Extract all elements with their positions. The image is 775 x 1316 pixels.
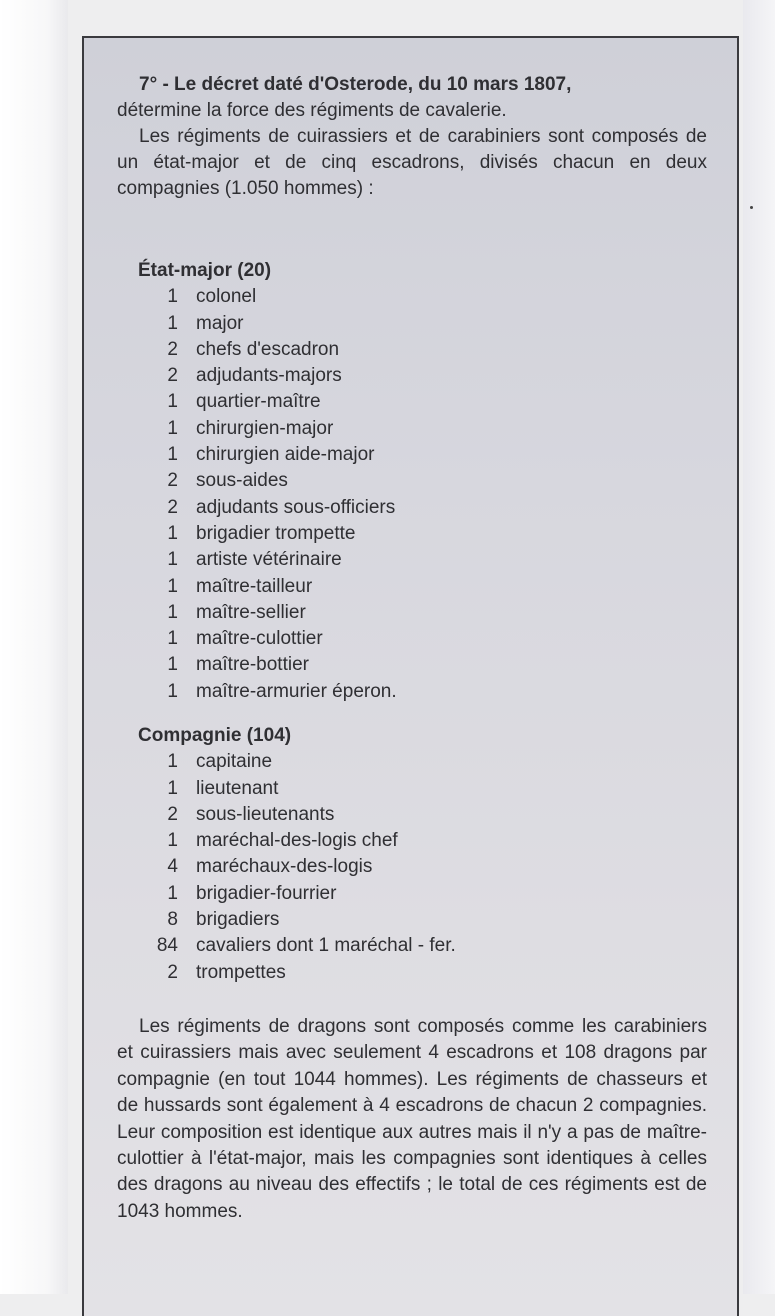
item-label: colonel <box>196 286 257 308</box>
etat-major-heading: État-major (20) <box>138 260 272 281</box>
item-label: adjudants-majors <box>196 365 342 387</box>
item-count: 1 <box>167 391 178 413</box>
item-label: chefs d'escadron <box>196 338 340 360</box>
item-count: 1 <box>167 575 178 597</box>
item-count: 4 <box>167 856 178 878</box>
item-count: 1 <box>167 312 178 334</box>
list-item <box>138 749 698 775</box>
item-label: major <box>196 312 244 334</box>
item-label: maître-armurier éperon. <box>196 680 397 702</box>
item-count: 1 <box>167 654 178 676</box>
list-item <box>138 389 698 415</box>
decree-title: 7° - Le décret daté d'Osterode, du 10 mars 1807, <box>139 74 572 95</box>
compagnie-heading: Compagnie (104) <box>138 725 292 746</box>
item-label: quartier-maître <box>196 391 321 413</box>
intro-block <box>117 72 707 202</box>
item-count: 1 <box>167 549 178 571</box>
list-item <box>138 468 698 494</box>
item-count: 1 <box>167 882 178 904</box>
etat-major-list <box>138 284 698 705</box>
item-label: lieutenant <box>196 777 279 799</box>
item-count: 2 <box>167 961 178 983</box>
list-item <box>138 854 698 880</box>
item-count: 2 <box>167 338 178 360</box>
item-count: 8 <box>167 909 178 931</box>
item-count: 1 <box>167 522 178 544</box>
item-label: trompettes <box>196 961 286 983</box>
decree-subtitle: détermine la force des régiments de cavalerie. <box>117 100 507 121</box>
list-item <box>138 442 698 468</box>
item-count: 84 <box>156 935 178 957</box>
item-label: adjudants sous-officiers <box>196 496 396 518</box>
item-label: maréchaux-des-logis <box>196 856 373 878</box>
list-item <box>138 284 698 310</box>
item-count: 1 <box>167 444 178 466</box>
item-label: brigadier trompette <box>196 522 356 544</box>
item-label: brigadier-fourrier <box>196 882 337 904</box>
item-label: cavaliers dont 1 maréchal - fer. <box>196 935 456 957</box>
item-count: 2 <box>167 470 178 492</box>
list-item <box>138 652 698 678</box>
item-label: chirurgien aide-major <box>196 444 375 466</box>
list-item <box>138 679 698 705</box>
print-speck <box>750 206 753 209</box>
list-item <box>138 828 698 854</box>
page-edge <box>743 0 775 1294</box>
list-item <box>138 626 698 652</box>
item-label: maréchal-des-logis chef <box>196 830 398 852</box>
item-count: 1 <box>167 601 178 623</box>
compagnie-list <box>138 749 698 986</box>
item-label: maître-tailleur <box>196 575 313 597</box>
list-item <box>138 311 698 337</box>
list-item <box>138 521 698 547</box>
item-label: sous-aides <box>196 470 288 492</box>
closing-block <box>117 1014 707 1225</box>
closing-paragraph: Les régiments de dragons sont composés comme les carabiniers et cuirassiers mais avec seulement 4 escadrons et 108 dragons par compagnie (en tout 1044 hommes). Les régiments de chasseurs et de hussards sont également à 4 escadrons de chacun 2 compagnies. Leur composition est identique aux autres mais il n'y a pas de maître-culottier à l'état-major, mais les compagnies sont identiques à celles des dragons au niveau des effectifs ; le total de ces régiments est de 1043 hommes. <box>117 1016 707 1222</box>
list-item <box>138 547 698 573</box>
item-count: 1 <box>167 417 178 439</box>
item-label: maître-bottier <box>196 654 309 676</box>
item-count: 1 <box>167 751 178 773</box>
item-count: 1 <box>167 628 178 650</box>
etat-major-section <box>138 258 698 705</box>
item-count: 1 <box>167 777 178 799</box>
list-item <box>138 574 698 600</box>
item-count: 2 <box>167 365 178 387</box>
item-label: capitaine <box>196 751 273 773</box>
item-count: 2 <box>167 803 178 825</box>
list-item <box>138 907 698 933</box>
item-label: maître-culottier <box>196 628 323 650</box>
item-label: sous-lieutenants <box>196 803 335 825</box>
item-count: 1 <box>167 286 178 308</box>
list-item <box>138 802 698 828</box>
list-item <box>138 337 698 363</box>
list-item <box>138 933 698 959</box>
framed-text-box <box>82 36 739 1316</box>
page-margin <box>0 0 68 1294</box>
item-label: maître-sellier <box>196 601 306 623</box>
item-count: 1 <box>167 830 178 852</box>
item-label: artiste vétérinaire <box>196 549 342 571</box>
list-item <box>138 600 698 626</box>
item-count: 1 <box>167 680 178 702</box>
composition-paragraph: Les régiments de cuirassiers et de carabiniers sont composés de un état-major et de cinq escadrons, divisés chacun en deux compagnies (1.050 hommes) : <box>117 126 707 199</box>
compagnie-section <box>138 723 698 986</box>
list-item <box>138 881 698 907</box>
list-item <box>138 363 698 389</box>
item-label: brigadiers <box>196 909 280 931</box>
item-label: chirurgien-major <box>196 417 334 439</box>
list-item <box>138 495 698 521</box>
list-item <box>138 416 698 442</box>
list-item <box>138 960 698 986</box>
item-count: 2 <box>167 496 178 518</box>
list-item <box>138 776 698 802</box>
intro-paragraph <box>117 72 707 124</box>
